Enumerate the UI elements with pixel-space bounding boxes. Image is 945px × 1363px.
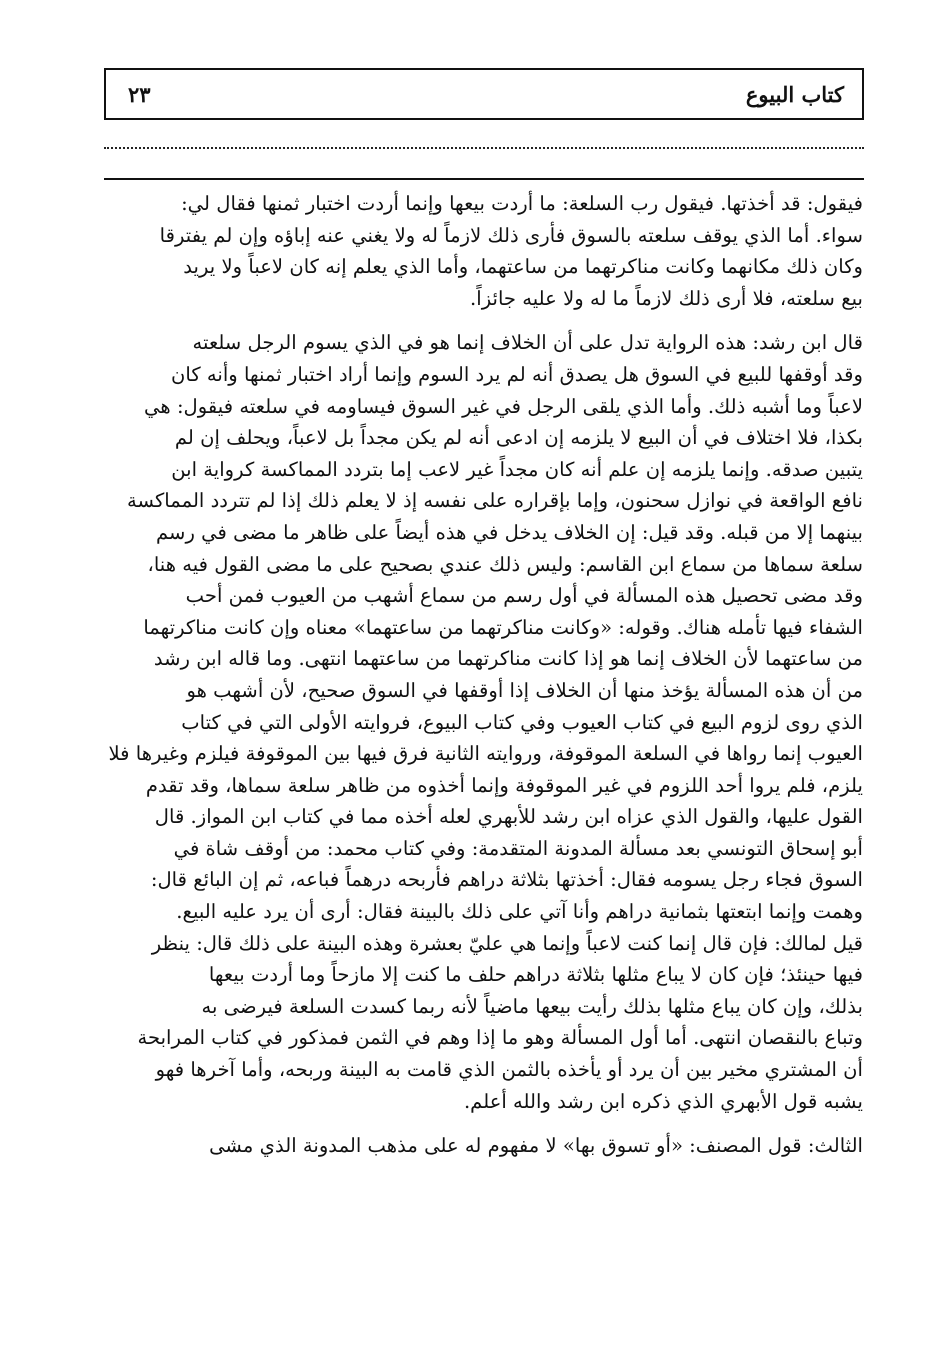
text-line: العيوب إنما رواها في السلعة الموقوفة، وروايته الثانية فرق فيها بين الموقوفة فيلزم وغيرها فلا xyxy=(108,742,863,766)
text-line: من ساعتهما لأن الخلاف إنما هو إذا كانت مناكرتهما من ساعتهما انتهى. وما قاله ابن رشد xyxy=(153,647,863,671)
paragraph-2 xyxy=(100,327,863,1117)
paragraph-1 xyxy=(100,188,863,314)
text-line: وكان ذلك مكانهما وكانت مناكرتهما من ساعتهما، وأما الذي يعلم إنه كان لاعباً ولا يريد xyxy=(183,255,863,279)
text-line: الثالث: قول المصنف: «أو تسوق بها» لا مفهوم له على مذهب المدونة الذي مشى xyxy=(209,1134,863,1158)
text-line: يشبه قول الأبهري الذي ذكره ابن رشد والله أعلم. xyxy=(463,1089,863,1113)
text-line: أن المشتري مخير بين أن يرد أو يأخذه بالثمن الذي قامت به البينة وربحه، وأما آخرها فهو xyxy=(155,1058,863,1082)
text-line: فيها حينئذ؛ فإن كان لا يباع مثلها بثلاثة دراهم حلف ما كنت إلا مازحاً وما أردت بيعها xyxy=(208,963,863,987)
text-line: وقد مضى تحصيل هذه المسألة في أول رسم من سماع أشهب من العيوب فمن أحب xyxy=(185,584,863,608)
text-line: قال ابن رشد: هذه الرواية تدل على أن الخلاف إنما هو في الذي يسوم الرجل سلعته xyxy=(192,331,863,355)
body-text xyxy=(100,188,863,1162)
dotted-divider xyxy=(104,147,864,149)
text-line: قيل لمالك: فإن قال إنما كنت لاعباً وإنما هي عليّ بعشرة وهذه البينة على ذلك قال: ينظر xyxy=(151,931,863,955)
text-line: السوق فجاء رجل يسومه فقال: أخذتها بثلاثة دراهم فأربحه درهماً فباعه، ثم إن البائع قال: xyxy=(150,868,863,892)
text-line: القول عليها، والقول الذي عزاه ابن رشد للأبهري لعله أخذه مما في كتاب ابن المواز. قال xyxy=(154,805,863,829)
text-line: فيقول: قد أخذتها. فيقول رب السلعة: ما أردت بيعها وإنما أردت اختبار ثمنها فقال لي: xyxy=(181,192,863,215)
text-line: وهمت وإنما ابتعتها بثمانية دراهم وأنا آتي على ذلك بالبينة فقال: أرى أن يرد عليه البيع. xyxy=(176,900,863,924)
text-line: من أن هذه المسألة يؤخذ منها أن الخلاف إذا أوقفها في السوق صحيح، لأن أشهب هو xyxy=(186,678,863,702)
text-line: الذي روى لزوم البيع في كتاب العيوب وفي كتاب البيوع، فروايته الأولى التي في كتاب xyxy=(181,710,863,734)
text-line: وقد أوقفها للبيع في السوق هل يصدق أنه لم يرد السوم وإنما أراد اختبار ثمنها وأنه كان xyxy=(170,362,863,386)
text-line: بينهما إلا من قبله. وقد قيل: إن الخلاف يدخل في هذه أيضاً على ظاهر ما مضى في رسم xyxy=(156,520,863,544)
text-line: بذلك، وإن كان يباع مثلها بذلك رأيت بيعها ماضياً لأنه ربما كسدت السلعة فيرضى به xyxy=(201,994,863,1018)
text-line: لاعباً وما أشبه ذلك. وأما الذي يلقى الرجل في غير السوق فيساومه في سلعته فيقول: هي xyxy=(144,394,863,418)
text-line: سلعة سماها من سماع ابن القاسم: وليس ذلك عندي بصحيح على ما مضى القول فيه هنا، xyxy=(147,552,863,576)
text-line: وتباع بالنقصان انتهى. أما أول المسألة وهو ما إذا وهم في الثمن فمذكور في كتاب المرابحة xyxy=(137,1026,863,1050)
text-line: نافع الواقعة في نوازل سحنون، وإما بإقراره على نفسه إذ لا يعلم ذلك إذا لم تتردد المماكسة xyxy=(127,489,863,513)
text-line: بيع سلعته، فلا أرى ذلك لازماً ما له ولا عليه جائزاً. xyxy=(470,286,863,310)
page-header xyxy=(104,68,864,120)
solid-divider xyxy=(104,178,864,180)
text-line: أبو إسحاق التونسي بعد مسألة المدونة المتقدمة: وفي كتاب محمد: من أوقف شاة في xyxy=(173,836,863,860)
text-line: سواء. أما الذي يوقف سلعته بالسوق فأرى ذلك لازماً له ولا يغني عنه إباؤه وإن لم يفترقا xyxy=(159,223,863,247)
text-line: يتبين صدقه. وإنما يلزمه إن علم أنه كان مجداً غير لاعب إما بتردد المماكسة كرواية ابن xyxy=(171,457,863,481)
page-number: ٢٣ xyxy=(128,81,151,107)
text-line: الشفاء فيها تأمله هناك. وقوله: «وكانت مناكرتهما من ساعتهما» معناه وإن كانت مناكرتهما xyxy=(143,615,863,639)
text-line: يلزم، فلم يروا أحد اللزوم في غير الموقوفة وإنما أخذوه من ظاهر سلعة سماها، وقد تقدم xyxy=(145,773,863,797)
book-title: كتاب البيوع xyxy=(745,81,844,107)
text-line: بكذا، فلا اختلاف في أن البيع لا يلزمه إن ادعى أنه لم يكن مجداً بل لاعباً، ويحلف إن لم xyxy=(174,426,863,450)
paragraph-3 xyxy=(100,1130,863,1162)
